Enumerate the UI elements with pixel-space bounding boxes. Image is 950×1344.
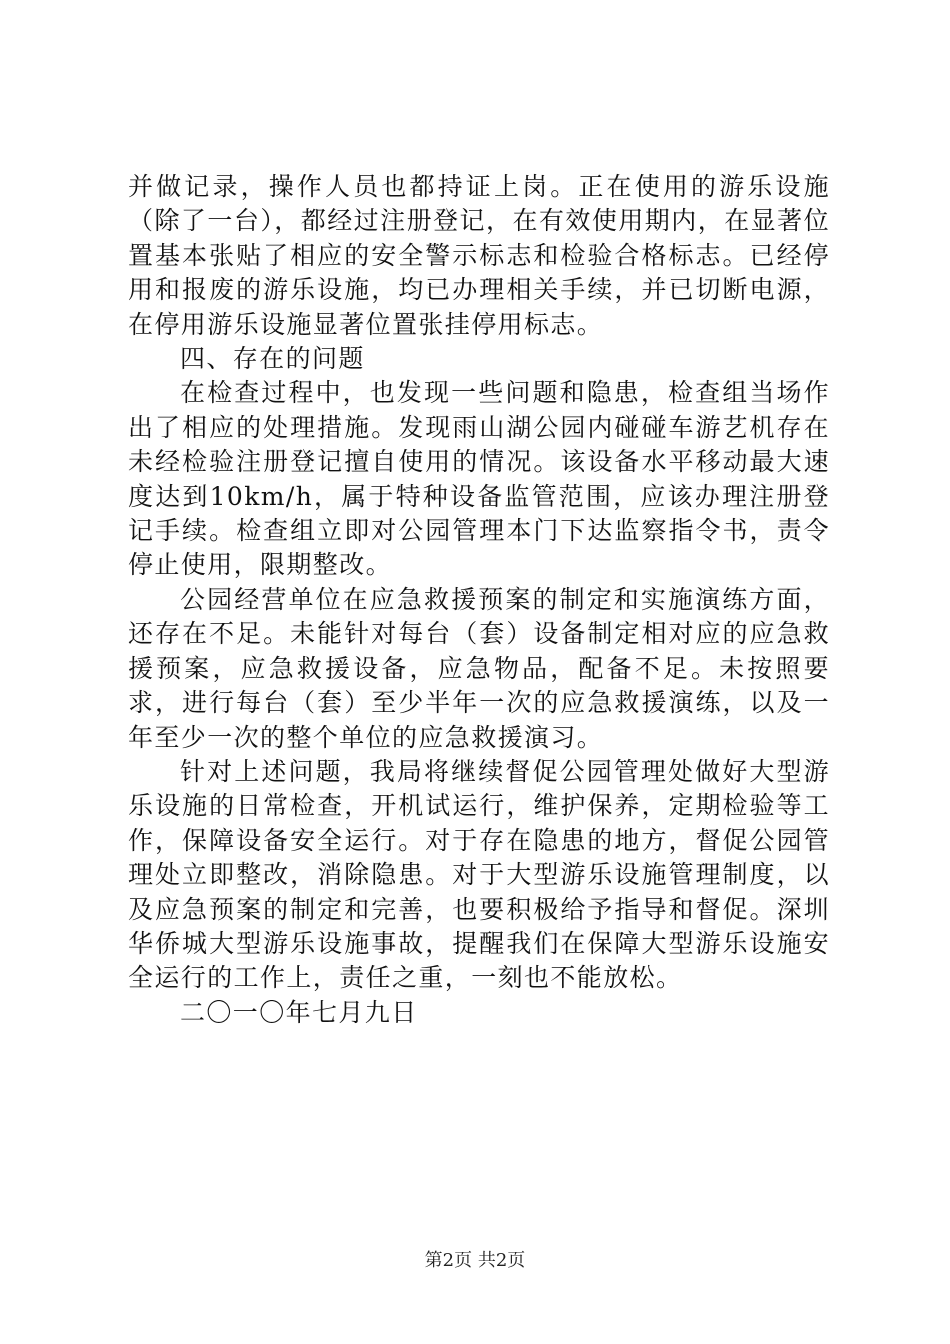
paragraph-emergency-plan: 公园经营单位在应急救援预案的制定和实施演练方面，还存在不足。未能针对每台（套）设备制定相对应的应急救援预案，应急救援设备，应急物品，配备不足。未按照要求，进行每台（套）至少半年一次的应急救援演练，以及一年至少一次的整个单位的应急救援演习。 <box>128 584 830 752</box>
paragraph-follow-up: 针对上述问题，我局将继续督促公园管理处做好大型游乐设施的日常检查，开机试运行，维护保养，定期检验等工作，保障设备安全运行。对于存在隐患的地方，督促公园管理处立即整改，消除隐患。对于大型游乐设施管理制度，以及应急预案的制定和完善，也要积极给予指导和督促。深圳华侨城大型游乐设施事故，提醒我们在保障大型游乐设施安全运行的工作上，责任之重，一刻也不能放松。 <box>128 756 830 993</box>
document-body <box>128 170 830 1030</box>
page-number-footer: 第2页 共2页 <box>424 1250 526 1271</box>
document-date: 二〇一〇年七月九日 <box>180 997 418 1027</box>
paragraph-inspection-findings: 在检查过程中，也发现一些问题和隐患，检查组当场作出了相应的处理措施。发现雨山湖公园内碰碰车游艺机存在未经检验注册登记擅自使用的情况。该设备水平移动最大速度达到10km/h，属于特种设备监管范围，应该办理注册登记手续。检查组立即对公园管理本门下达监察指令书，责令停止使用，限期整改。 <box>128 378 830 580</box>
section-heading-problems: 四、存在的问题 <box>180 344 365 374</box>
paragraph-continuation: 并做记录，操作人员也都持证上岗。正在使用的游乐设施（除了一台），都经过注册登记，在有效使用期内，在显著位置基本张贴了相应的安全警示标志和检验合格标志。已经停用和报废的游乐设施，均已办理相关手续，并已切断电源，在停用游乐设施显著位置张挂停用标志。 <box>128 172 830 339</box>
